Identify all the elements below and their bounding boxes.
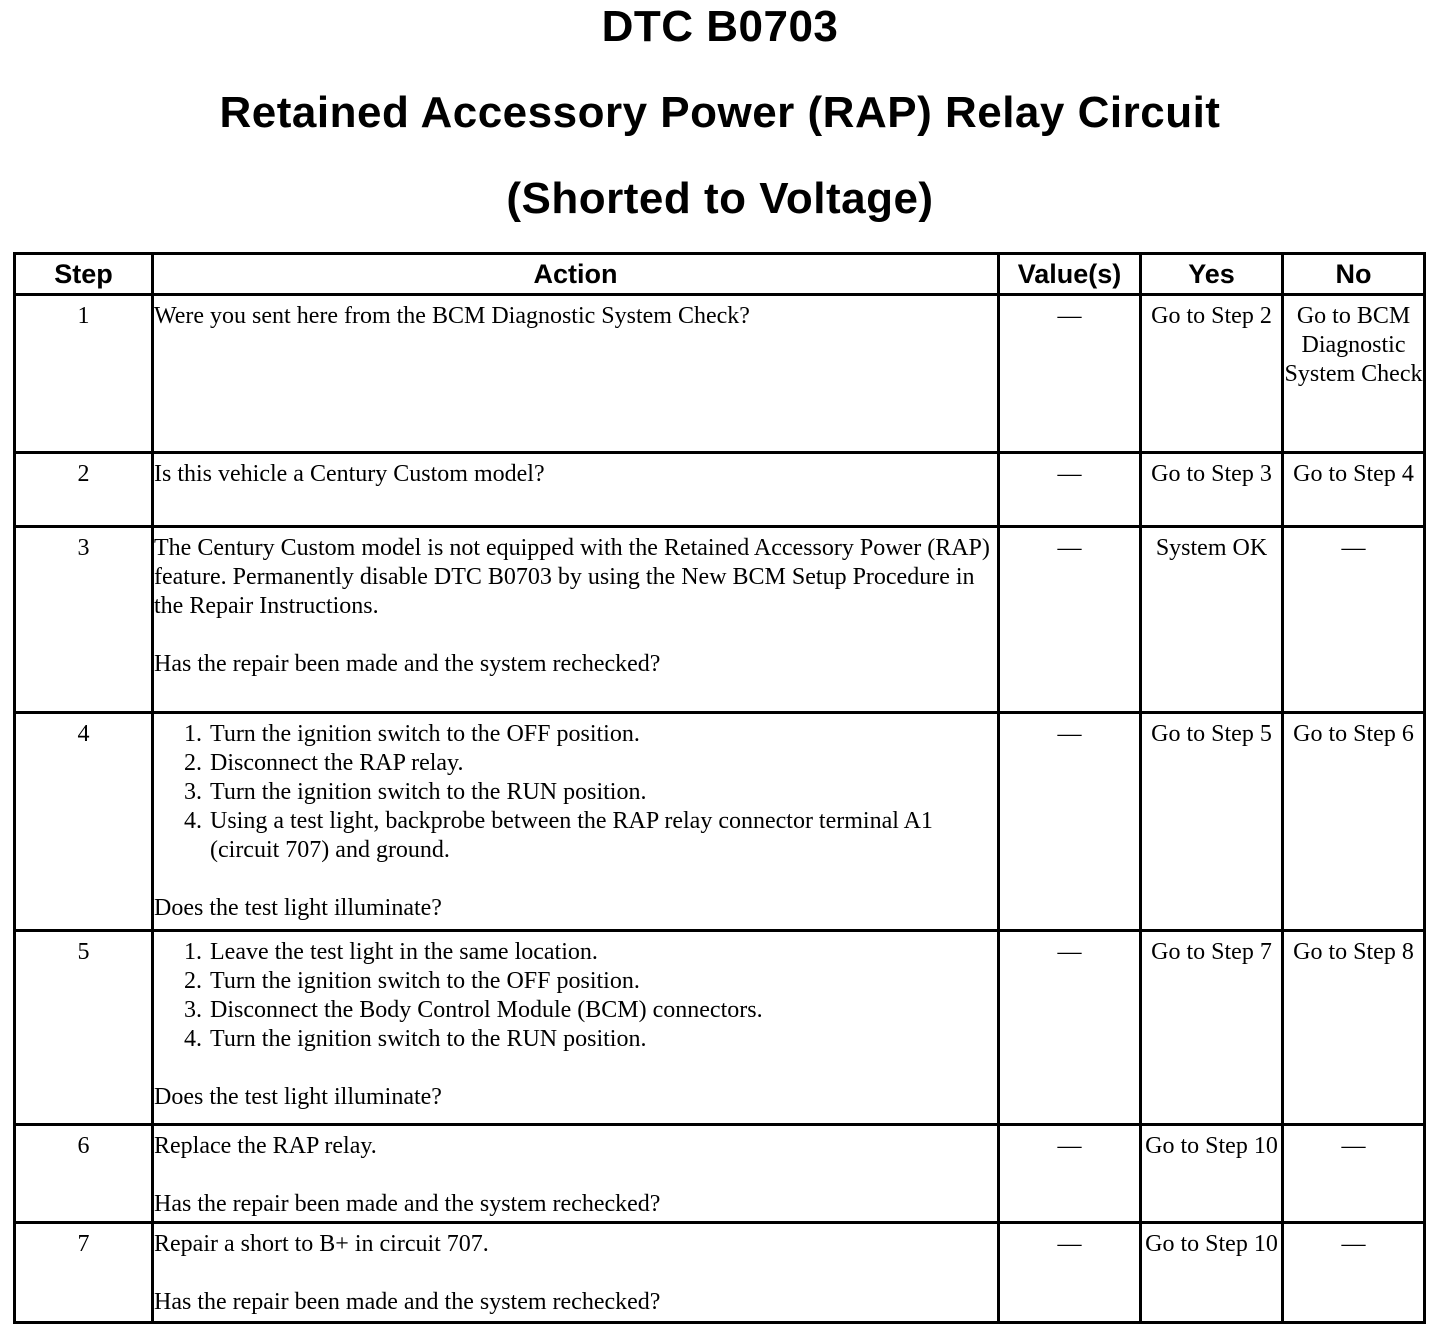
action-step-item: 4. Turn the ignition switch to the RUN position. [208, 1025, 997, 1054]
action-text: Is this vehicle a Century Custom model? [154, 461, 545, 487]
action-text: Were you sent here from the BCM Diagnostic System Check? [154, 303, 750, 329]
action-text: Repair a short to B+ in circuit 707. [154, 1231, 489, 1257]
no-result-cell: Go to Step 8 [1283, 931, 1425, 1125]
action-step-item: 4. Using a test light, backprobe between the RAP relay connector terminal A1 (circuit 707) and ground. [208, 807, 997, 865]
action-step-item: 3. Disconnect the Body Control Module (BCM) connectors. [208, 996, 997, 1025]
table-row [15, 1125, 1425, 1223]
value-cell: — [999, 1223, 1141, 1323]
action-step-item: 2. Turn the ignition switch to the OFF position. [208, 967, 997, 996]
action-question: Has the repair been made and the system rechecked? [154, 651, 661, 677]
no-result-cell: Go to Step 6 [1283, 713, 1425, 931]
yes-result-cell: System OK [1141, 527, 1283, 713]
step-number: 1 [15, 295, 153, 453]
column-header-no: No [1283, 254, 1425, 295]
action-cell [153, 527, 999, 713]
no-result-cell: — [1283, 1125, 1425, 1223]
page-title: DTC B0703 [601, 2, 839, 51]
column-header-yes: Yes [1141, 254, 1283, 295]
table-row [15, 931, 1425, 1125]
column-header-values: Value(s) [999, 254, 1141, 295]
column-header-step: Step [15, 254, 153, 295]
step-number: 4 [15, 713, 153, 931]
action-cell [153, 1125, 999, 1223]
action-steps-list [154, 720, 997, 865]
step-number: 5 [15, 931, 153, 1125]
step-number: 7 [15, 1223, 153, 1323]
action-cell [153, 295, 999, 453]
action-step-item: 3. Turn the ignition switch to the RUN position. [208, 778, 997, 807]
yes-result-cell: Go to Step 10 [1141, 1223, 1283, 1323]
table-row [15, 295, 1425, 453]
yes-result-cell: Go to Step 10 [1141, 1125, 1283, 1223]
no-result-cell: Go to BCM Diagnostic System Check [1283, 295, 1425, 453]
action-text: The Century Custom model is not equipped with the Retained Accessory Power (RAP) feature. Permanently disable DTC B0703 by using the New BCM Setup Procedure in the Repair Instructions. [154, 535, 990, 619]
yes-result-cell: Go to Step 2 [1141, 295, 1283, 453]
value-cell: — [999, 527, 1141, 713]
action-question: Does the test light illuminate? [154, 895, 442, 921]
page-subtitle-condition: (Shorted to Voltage) [506, 174, 934, 223]
action-cell [153, 713, 999, 931]
action-steps-list [154, 938, 997, 1054]
yes-result-cell: Go to Step 5 [1141, 713, 1283, 931]
page-subtitle: Retained Accessory Power (RAP) Relay Circuit [219, 88, 1221, 137]
action-question: Has the repair been made and the system rechecked? [154, 1191, 661, 1217]
table-row [15, 1223, 1425, 1323]
step-number: 2 [15, 453, 153, 527]
action-question: Does the test light illuminate? [154, 1084, 442, 1110]
value-cell: — [999, 295, 1141, 453]
action-step-item: 1. Leave the test light in the same location. [208, 938, 997, 967]
action-cell [153, 1223, 999, 1323]
action-cell [153, 931, 999, 1125]
table-row [15, 527, 1425, 713]
value-cell: — [999, 1125, 1141, 1223]
no-result-cell: — [1283, 1223, 1425, 1323]
diagnostic-table [13, 252, 1426, 1324]
action-text: Replace the RAP relay. [154, 1133, 377, 1159]
yes-result-cell: Go to Step 7 [1141, 931, 1283, 1125]
table-row [15, 713, 1425, 931]
value-cell: — [999, 453, 1141, 527]
action-step-item: 1. Turn the ignition switch to the OFF position. [208, 720, 997, 749]
action-cell [153, 453, 999, 527]
table-header-row [15, 254, 1425, 295]
no-result-cell: Go to Step 4 [1283, 453, 1425, 527]
action-step-item: 2. Disconnect the RAP relay. [208, 749, 997, 778]
step-number: 6 [15, 1125, 153, 1223]
step-number: 3 [15, 527, 153, 713]
column-header-action: Action [153, 254, 999, 295]
value-cell: — [999, 931, 1141, 1125]
table-body [15, 295, 1425, 1323]
yes-result-cell: Go to Step 3 [1141, 453, 1283, 527]
action-question: Has the repair been made and the system rechecked? [154, 1289, 661, 1315]
no-result-cell: — [1283, 527, 1425, 713]
value-cell: — [999, 713, 1141, 931]
table-row [15, 453, 1425, 527]
